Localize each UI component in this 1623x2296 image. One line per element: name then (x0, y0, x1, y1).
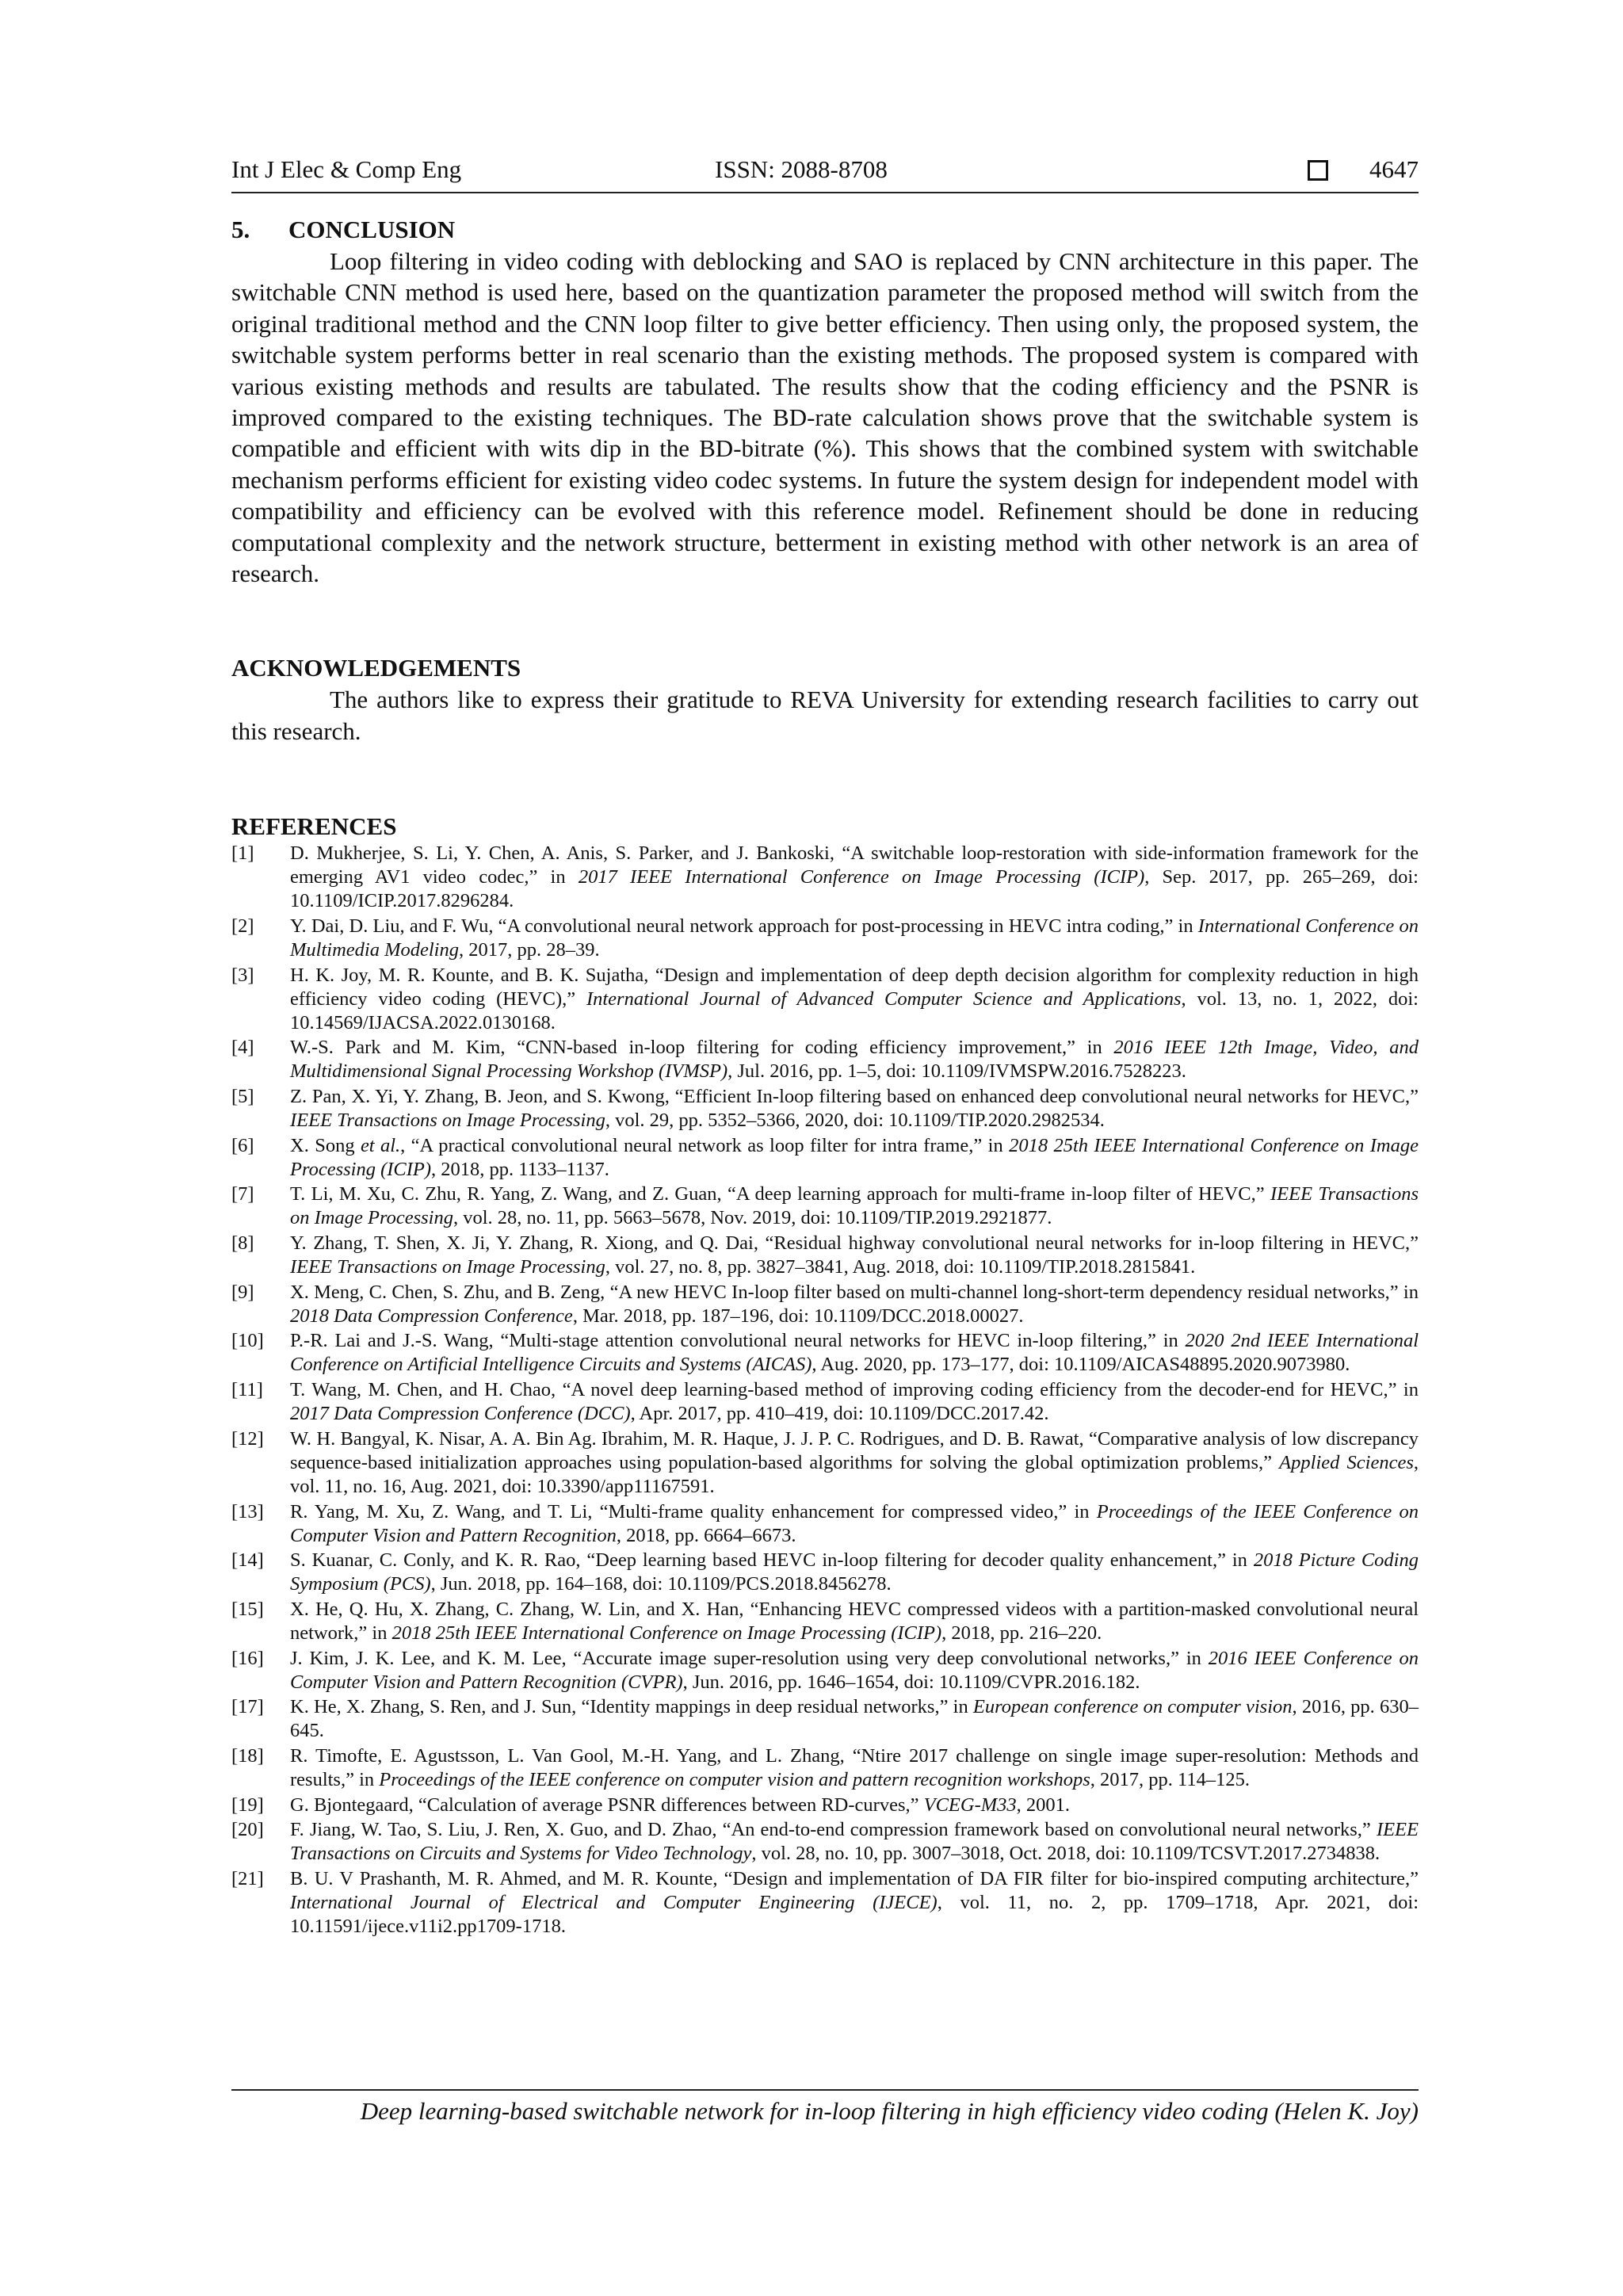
reference-item (231, 964, 1419, 1035)
reference-text: , “A practical convolutional neural network as loop filter for intra frame,” in (400, 1134, 1010, 1156)
reference-item (231, 1182, 1419, 1230)
conclusion-heading (231, 214, 1419, 246)
reference-number: [3] (231, 964, 254, 986)
reference-number: [12] (231, 1427, 264, 1450)
reference-text: , Mar. 2018, pp. 187–196, doi: 10.1109/DCC.2018.00027. (572, 1305, 1024, 1327)
reference-number: [2] (231, 915, 254, 937)
issn: ISSN: 2088-8708 (715, 155, 888, 183)
reference-venue: 2018 Picture Coding Symposium (PCS) (290, 1549, 1419, 1595)
reference-text: S. Kuanar, C. Conly, and K. R. Rao, “Deep learning based HEVC in-loop filtering for decoder quality enhancement,” in (290, 1549, 1254, 1572)
reference-text: H. K. Joy, M. R. Kounte, and B. K. Sujatha, “Design and implementation of deep depth decision algorithm for complexity reduction in high efficiency video coding (HEVC),” (290, 964, 1419, 1010)
reference-venue: 2018 Data Compression Conference (290, 1305, 573, 1327)
reference-venue: 2018 25th IEEE International Conference on Image Processing (ICIP) (391, 1622, 942, 1644)
reference-item (231, 1695, 1419, 1743)
reference-number: [21] (231, 1868, 264, 1890)
reference-text: X. He, Q. Hu, X. Zhang, C. Zhang, W. Lin, and X. Han, “Enhancing HEVC compressed videos with a partition-masked convolutional neural network,” in (290, 1598, 1419, 1644)
reference-text: Y. Zhang, T. Shen, X. Ji, Y. Zhang, R. Xiong, and Q. Dai, “Residual highway convolutional neural networks for in-loop filtering in HEVC,” (290, 1232, 1419, 1255)
reference-venue: 2016 IEEE 12th Image, Video, and Multidimensional Signal Processing Workshop (IVMSP) (290, 1037, 1419, 1083)
reference-venue: IEEE Transactions on Image Processing (290, 1110, 605, 1132)
reference-text: , vol. 11, no. 2, pp. 1709–1718, Apr. 2021, doi: 10.11591/ijece.v11i2.pp1709-1718. (290, 1892, 1419, 1938)
reference-text: , 2017, pp. 28–39. (458, 938, 600, 961)
journal-name: Int J Elec & Comp Eng (231, 155, 462, 183)
reference-venue: International Conference on Multimedia Modeling (290, 915, 1419, 961)
reference-number: [14] (231, 1549, 264, 1572)
reference-text: T. Wang, M. Chen, and H. Chao, “A novel deep learning-based method of improving coding efficiency from the decoder-end for HEVC,” in (290, 1379, 1419, 1401)
reference-number: [15] (231, 1598, 264, 1620)
reference-item (231, 842, 1419, 913)
reference-item (231, 1500, 1419, 1548)
reference-venue: Proceedings of the IEEE conference on computer vision and pattern recognition workshops (379, 1768, 1090, 1790)
reference-venue: 2016 IEEE Conference on Computer Vision and Pattern Recognition (CVPR) (290, 1647, 1419, 1693)
reference-text: K. He, X. Zhang, S. Ren, and J. Sun, “Identity mappings in deep residual networks,” in (290, 1696, 973, 1718)
reference-item (231, 915, 1419, 962)
reference-item (231, 1134, 1419, 1182)
reference-number: [7] (231, 1183, 254, 1205)
reference-text: , 2018, pp. 216–220. (941, 1622, 1102, 1644)
reference-text: , Jul. 2016, pp. 1–5, doi: 10.1109/IVMSPW.2016.7528223. (727, 1060, 1186, 1083)
reference-text: , vol. 29, pp. 5352–5366, 2020, doi: 10.1109/TIP.2020.2982534. (605, 1110, 1105, 1132)
reference-venue: Proceedings of the IEEE Conference on Computer Vision and Pattern Recognition (290, 1500, 1419, 1546)
reference-item (231, 1427, 1419, 1499)
reference-text: , 2016, pp. 630–645. (290, 1696, 1419, 1742)
reference-text: R. Timofte, E. Agustsson, L. Van Gool, M.-H. Yang, and L. Zhang, “Ntire 2017 challenge on single image super-resolution: Methods and results,” in (290, 1744, 1419, 1790)
reference-number: [8] (231, 1232, 254, 1255)
reference-number: [19] (231, 1794, 264, 1816)
reference-item (231, 1794, 1419, 1817)
square-bullet-icon (1308, 160, 1328, 181)
reference-number: [4] (231, 1037, 254, 1059)
reference-number: [13] (231, 1500, 264, 1522)
reference-text: , vol. 27, no. 8, pp. 3827–3841, Aug. 2018, doi: 10.1109/TIP.2018.2815841. (605, 1256, 1196, 1278)
reference-text: X. Meng, C. Chen, S. Zhu, and B. Zeng, “A new HEVC In-loop filter based on multi-channel long-short-term dependency residual networks,” in (290, 1281, 1419, 1303)
reference-item (231, 1598, 1419, 1645)
running-footer (231, 2089, 1419, 2126)
reference-venue: et al. (360, 1134, 401, 1156)
reference-text: P.-R. Lai and J.-S. Wang, “Multi-stage attention convolutional neural networks for HEVC in-loop filtering,” in (290, 1330, 1186, 1352)
reference-text: X. Song (290, 1134, 361, 1156)
reference-number: [5] (231, 1086, 254, 1108)
reference-text: , Aug. 2020, pp. 173–177, doi: 10.1109/AICAS48895.2020.9073980. (812, 1354, 1350, 1376)
reference-venue: 2017 Data Compression Conference (DCC) (290, 1403, 631, 1425)
reference-text: J. Kim, J. K. Lee, and K. M. Lee, “Accurate image super-resolution using very deep convolutional networks,” in (290, 1647, 1209, 1669)
reference-item (231, 1378, 1419, 1426)
reference-text: T. Li, M. Xu, C. Zhu, R. Yang, Z. Wang, and Z. Guan, “A deep learning approach for multi-frame in-loop filter of HEVC,” (290, 1183, 1270, 1205)
reference-text: , Apr. 2017, pp. 410–419, doi: 10.1109/DCC.2017.42. (630, 1403, 1049, 1425)
conclusion-paragraph: Loop filtering in video coding with deblocking and SAO is replaced by CNN architecture in this paper. The switchable CNN method is used here, based on the quantization parameter the proposed method will switch from the original traditional method and the CNN loop filter to give better efficiency. Then using only, the proposed system, the switchable system performs better in real scenario than the existing methods. The proposed system is compared with various existing methods and results are tabulated. The results show that the coding efficiency and the PSNR is improved compared to the existing techniques. The BD-rate calculation shows prove that the switchable system is compatible and efficient with wits dip in the BD-bitrate (%). This shows that the combined system with switchable mechanism performs efficient for existing video codec systems. In future the system design for independent model with compatibility and efficiency can be evolved with this reference model. Refinement should be done in reducing computational complexity and the network structure, betterment in existing method with other network is an area of research. (231, 247, 1419, 588)
reference-venue: 2018 25th IEEE International Conference on Image Processing (ICIP) (290, 1134, 1419, 1180)
reference-venue: Applied Sciences (1279, 1451, 1414, 1473)
reference-item (231, 1232, 1419, 1279)
reference-number: [9] (231, 1281, 254, 1303)
reference-text: , 2018, pp. 6664–6673. (616, 1524, 796, 1546)
page-content (231, 214, 1419, 1940)
reference-number: [17] (231, 1696, 264, 1718)
reference-text: , 2017, pp. 114–125. (1090, 1768, 1250, 1790)
acknowledgements-paragraph: The authors like to express their gratitude to REVA University for extending research facilities to carry out this research. (231, 686, 1419, 745)
reference-venue: European conference on computer vision (972, 1696, 1293, 1718)
reference-text: G. Bjontegaard, “Calculation of average PSNR differences between RD-curves,” (290, 1794, 924, 1816)
reference-number: [10] (231, 1330, 264, 1352)
reference-item (231, 1036, 1419, 1083)
reference-text: , Jun. 2018, pp. 164–168, doi: 10.1109/PCS.2018.8456278. (430, 1573, 892, 1595)
reference-number: [11] (231, 1379, 263, 1401)
reference-number: [18] (231, 1744, 264, 1767)
reference-venue: 2017 IEEE International Conference on Image Processing (ICIP) (578, 866, 1145, 888)
reference-text: W. H. Bangyal, K. Nisar, A. A. Bin Ag. Ibrahim, M. R. Haque, J. J. P. C. Rodrigues, and D. B. Rawat, “Comparative analysis of low discrepancy sequence-based initialization approaches using population-based algorithms for solving the global optimization problems,” (290, 1427, 1419, 1473)
reference-item (231, 1281, 1419, 1328)
reference-venue: 2020 2nd IEEE International Conference on Artificial Intelligence Circuits and Systems (AICAS) (290, 1330, 1419, 1376)
reference-text: Y. Dai, D. Liu, and F. Wu, “A convolutional neural network approach for post-processing in HEVC intra coding,” in (290, 915, 1198, 937)
footer-title: Deep learning-based switchable network for in-loop filtering in high efficiency video coding (Helen K. Joy) (360, 2097, 1419, 2125)
reference-text: , 2001. (1016, 1794, 1071, 1816)
reference-item (231, 1329, 1419, 1377)
reference-text: F. Jiang, W. Tao, S. Liu, J. Ren, X. Guo, and D. Zhao, “An end-to-end compression framework based on convolutional neural networks,” (290, 1819, 1377, 1841)
reference-text: , vol. 28, no. 11, pp. 5663–5678, Nov. 2019, doi: 10.1109/TIP.2019.2921877. (453, 1207, 1052, 1229)
reference-text: B. U. V Prashanth, M. R. Ahmed, and M. R. Kounte, “Design and implementation of DA FIR filter for bio-inspired computing architecture,” (290, 1868, 1419, 1890)
section-title: CONCLUSION (288, 216, 456, 243)
reference-number: [6] (231, 1134, 254, 1156)
running-header (231, 155, 1419, 193)
reference-number: [1] (231, 842, 254, 865)
reference-text: , vol. 11, no. 16, Aug. 2021, doi: 10.3390/app11167591. (290, 1451, 1419, 1497)
references-heading: REFERENCES (231, 812, 397, 841)
reference-number: [20] (231, 1819, 264, 1841)
reference-venue: IEEE Transactions on Circuits and Systems for Video Technology (290, 1819, 1419, 1865)
reference-item (231, 1085, 1419, 1133)
reference-venue: International Journal of Advanced Computer Science and Applications (586, 988, 1182, 1010)
reference-text: , vol. 13, no. 1, 2022, doi: 10.14569/IJACSA.2022.0130168. (290, 988, 1419, 1033)
section-number: 5. (231, 216, 250, 243)
reference-text: , Sep. 2017, pp. 265–269, doi: 10.1109/ICIP.2017.8296284. (290, 866, 1419, 912)
reference-item (231, 1549, 1419, 1596)
reference-text: R. Yang, M. Xu, Z. Wang, and T. Li, “Multi-frame quality enhancement for compressed video,” in (290, 1500, 1097, 1522)
reference-venue: International Journal of Electrical and Computer Engineering (IJECE) (290, 1892, 938, 1914)
acknowledgements-heading: ACKNOWLEDGEMENTS (231, 654, 521, 682)
reference-text: , Jun. 2016, pp. 1646–1654, doi: 10.1109/CVPR.2016.182. (682, 1671, 1140, 1693)
reference-item (231, 1744, 1419, 1792)
reference-text: , vol. 28, no. 10, pp. 3007–3018, Oct. 2018, doi: 10.1109/TCSVT.2017.2734838. (751, 1843, 1381, 1865)
reference-text: , 2018, pp. 1133–1137. (431, 1158, 609, 1180)
reference-text: W.-S. Park and M. Kim, “CNN-based in-loop filtering for coding efficiency improvement,” in (290, 1037, 1114, 1059)
reference-venue: VCEG-M33 (923, 1794, 1017, 1816)
reference-item (231, 1867, 1419, 1939)
reference-number: [16] (231, 1647, 264, 1669)
reference-venue: IEEE Transactions on Image Processing (290, 1183, 1419, 1229)
reference-item (231, 1818, 1419, 1866)
reference-text: D. Mukherjee, S. Li, Y. Chen, A. Anis, S. Parker, and J. Bankoski, “A switchable loop-restoration with side-information framework for the emerging AV1 video codec,” in (290, 842, 1419, 888)
reference-list (231, 842, 1419, 1939)
page-number: 4647 (1369, 155, 1419, 183)
reference-text: Z. Pan, X. Yi, Y. Zhang, B. Jeon, and S. Kwong, “Efficient In-loop filtering based on enhanced deep convolutional neural networks for HEVC,” (290, 1086, 1419, 1108)
reference-item (231, 1647, 1419, 1694)
reference-venue: IEEE Transactions on Image Processing (290, 1256, 605, 1278)
